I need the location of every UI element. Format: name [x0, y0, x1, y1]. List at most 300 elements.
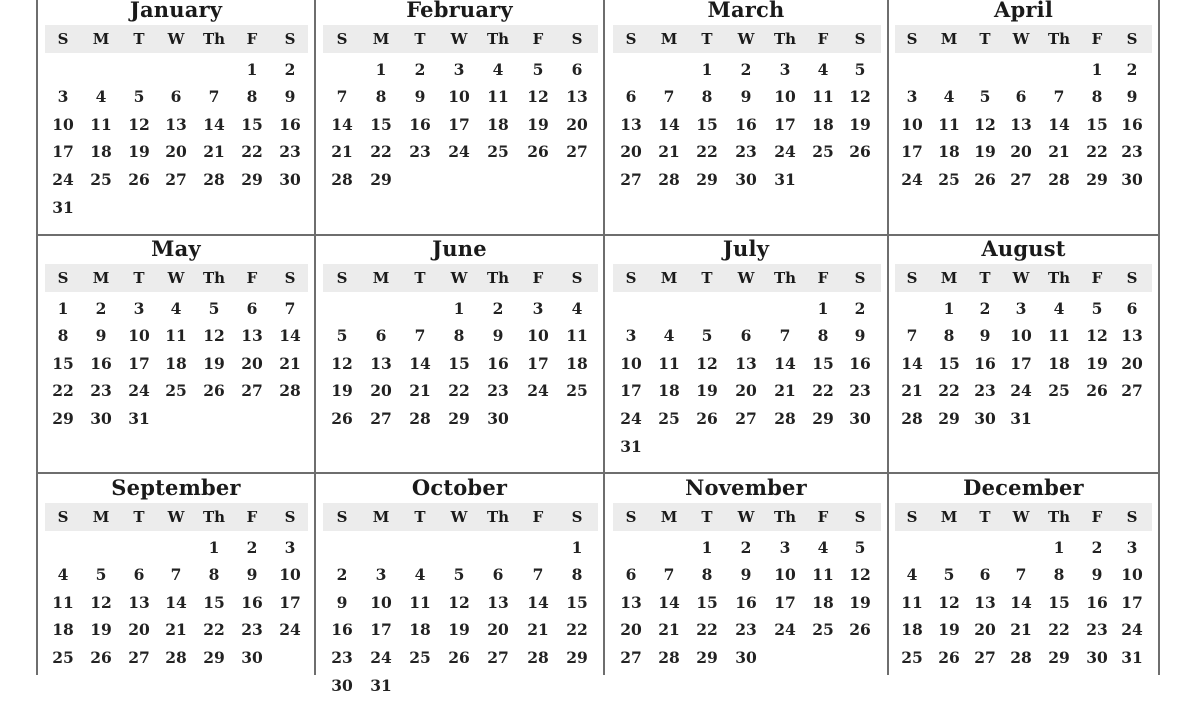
- weekday-label: Th: [202, 269, 226, 287]
- day-cell: 22: [696, 142, 718, 161]
- month-november: [605, 475, 887, 712]
- weekday-label: W: [450, 269, 468, 287]
- day-cell: 23: [241, 620, 263, 639]
- day-cell: 26: [1086, 381, 1108, 400]
- day-cell: 5: [1091, 299, 1103, 318]
- weekday-label: F: [1091, 30, 1103, 48]
- day-cell: 5: [701, 326, 713, 345]
- day-cell: 20: [165, 142, 187, 161]
- weekday-label: F: [532, 508, 544, 526]
- day-cell: 23: [1121, 142, 1143, 161]
- day-cell: 27: [370, 409, 392, 428]
- day-cell: 22: [1048, 620, 1070, 639]
- month-title: September: [111, 475, 241, 500]
- day-cell: 6: [492, 565, 504, 584]
- day-cell: 23: [735, 620, 757, 639]
- day-cell: 20: [370, 381, 392, 400]
- day-cell: 7: [532, 565, 544, 584]
- day-cell: 3: [532, 299, 544, 318]
- weekday-label: M: [372, 508, 390, 526]
- weekday-header: [45, 503, 308, 531]
- day-cell: 29: [938, 409, 960, 428]
- day-cell: 3: [284, 538, 296, 557]
- weekday-label: T: [701, 30, 713, 48]
- day-cell: 4: [663, 326, 675, 345]
- weekday-label: T: [701, 508, 713, 526]
- day-cell: 12: [448, 593, 470, 612]
- weekday-label: M: [660, 30, 678, 48]
- day-cell: 14: [527, 593, 549, 612]
- day-cell: 31: [1121, 648, 1143, 667]
- day-cell: 28: [165, 648, 187, 667]
- day-cell: 21: [279, 354, 301, 373]
- day-cell: 12: [696, 354, 718, 373]
- weekday-label: M: [92, 30, 110, 48]
- day-cell: 11: [812, 565, 834, 584]
- month-december: [889, 475, 1158, 712]
- day-cell: 10: [774, 87, 796, 106]
- day-cell: 14: [658, 593, 680, 612]
- day-cell: 21: [658, 142, 680, 161]
- day-cell: 19: [938, 620, 960, 639]
- day-cell: 25: [52, 648, 74, 667]
- day-cell: 7: [284, 299, 296, 318]
- border-right: [1158, 0, 1160, 675]
- weekday-label: T: [979, 269, 991, 287]
- day-cell: 4: [170, 299, 182, 318]
- weekday-header: [895, 503, 1152, 531]
- day-cell: 1: [208, 538, 220, 557]
- day-cell: 12: [974, 115, 996, 134]
- day-cell: 1: [943, 299, 955, 318]
- day-cell: 16: [735, 115, 757, 134]
- day-cell: 25: [409, 648, 431, 667]
- day-cell: 7: [1053, 87, 1065, 106]
- day-cell: 23: [974, 381, 996, 400]
- month-june: [316, 236, 603, 473]
- day-cell: 17: [279, 593, 301, 612]
- day-cell: 8: [943, 326, 955, 345]
- day-cell: 28: [658, 648, 680, 667]
- day-cell: 18: [409, 620, 431, 639]
- month-may: [38, 236, 314, 473]
- day-cell: 18: [1048, 354, 1070, 373]
- day-cell: 4: [817, 60, 829, 79]
- day-cell: 19: [1086, 354, 1108, 373]
- day-cell: 2: [740, 60, 752, 79]
- day-cell: 9: [284, 87, 296, 106]
- day-cell: 23: [487, 381, 509, 400]
- day-cell: 27: [566, 142, 588, 161]
- day-cell: 3: [779, 538, 791, 557]
- day-cell: 8: [1053, 565, 1065, 584]
- weekday-label: T: [133, 269, 145, 287]
- weekday-label: F: [246, 508, 258, 526]
- day-cell: 10: [370, 593, 392, 612]
- day-cell: 28: [774, 409, 796, 428]
- day-cell: 10: [901, 115, 923, 134]
- day-cell: 23: [331, 648, 353, 667]
- day-cell: 21: [1010, 620, 1032, 639]
- day-cell: 20: [620, 620, 642, 639]
- month-march: [605, 0, 887, 234]
- day-cell: 7: [414, 326, 426, 345]
- weekday-label: W: [737, 30, 755, 48]
- month-title: June: [432, 236, 487, 261]
- day-cell: 11: [90, 115, 112, 134]
- day-cell: 28: [331, 170, 353, 189]
- weekday-header: [613, 503, 881, 531]
- day-cell: 30: [487, 409, 509, 428]
- month-title: April: [994, 0, 1053, 22]
- day-cell: 30: [279, 170, 301, 189]
- day-cell: 18: [812, 115, 834, 134]
- weekday-label: W: [167, 269, 185, 287]
- weekday-label: S: [284, 30, 296, 48]
- day-cell: 25: [487, 142, 509, 161]
- weekday-label: F: [246, 269, 258, 287]
- day-cell: 27: [128, 648, 150, 667]
- day-cell: 30: [331, 676, 353, 695]
- day-cell: 30: [849, 409, 871, 428]
- day-cell: 9: [854, 326, 866, 345]
- day-cell: 21: [331, 142, 353, 161]
- day-cell: 17: [1010, 354, 1032, 373]
- month-july: [605, 236, 887, 473]
- day-cell: 15: [203, 593, 225, 612]
- day-cell: 9: [95, 326, 107, 345]
- day-cell: 1: [817, 299, 829, 318]
- day-cell: 12: [128, 115, 150, 134]
- day-cell: 15: [566, 593, 588, 612]
- day-cell: 22: [370, 142, 392, 161]
- day-cell: 2: [95, 299, 107, 318]
- weekday-label: T: [133, 508, 145, 526]
- weekday-label: Th: [486, 269, 510, 287]
- day-cell: 24: [279, 620, 301, 639]
- day-cell: 17: [448, 115, 470, 134]
- day-cell: 13: [1010, 115, 1032, 134]
- day-cell: 15: [696, 115, 718, 134]
- day-cell: 21: [901, 381, 923, 400]
- weekday-label: T: [979, 30, 991, 48]
- day-cell: 12: [527, 87, 549, 106]
- day-cell: 9: [492, 326, 504, 345]
- weekday-label: W: [1012, 269, 1030, 287]
- day-cell: 20: [1121, 354, 1143, 373]
- weekday-label: S: [1126, 269, 1138, 287]
- day-cell: 20: [241, 354, 263, 373]
- day-cell: 19: [90, 620, 112, 639]
- weekday-label: Th: [1047, 30, 1071, 48]
- day-cell: 1: [453, 299, 465, 318]
- day-cell: 19: [849, 593, 871, 612]
- day-cell: 16: [241, 593, 263, 612]
- day-cell: 12: [938, 593, 960, 612]
- month-april: [889, 0, 1158, 234]
- day-cell: 9: [740, 87, 752, 106]
- weekday-label: M: [92, 269, 110, 287]
- day-cell: 20: [974, 620, 996, 639]
- weekday-label: S: [284, 508, 296, 526]
- day-cell: 5: [854, 538, 866, 557]
- day-cell: 5: [133, 87, 145, 106]
- day-cell: 25: [812, 620, 834, 639]
- day-cell: 22: [52, 381, 74, 400]
- weekday-label: S: [854, 30, 866, 48]
- weekday-header: [895, 25, 1152, 53]
- day-cell: 28: [1010, 648, 1032, 667]
- day-cell: 11: [1048, 326, 1070, 345]
- day-cell: 12: [849, 87, 871, 106]
- day-cell: 11: [658, 354, 680, 373]
- day-cell: 14: [203, 115, 225, 134]
- day-cell: 13: [487, 593, 509, 612]
- day-cell: 19: [331, 381, 353, 400]
- weekday-label: S: [1126, 30, 1138, 48]
- weekday-label: T: [414, 30, 426, 48]
- day-cell: 12: [1086, 326, 1108, 345]
- weekday-label: Th: [486, 508, 510, 526]
- day-cell: 27: [620, 648, 642, 667]
- day-cell: 26: [203, 381, 225, 400]
- day-cell: 14: [901, 354, 923, 373]
- weekday-label: M: [660, 269, 678, 287]
- day-cell: 13: [974, 593, 996, 612]
- day-cell: 24: [448, 142, 470, 161]
- weekday-label: W: [1012, 508, 1030, 526]
- weekday-label: F: [246, 30, 258, 48]
- day-cell: 2: [740, 538, 752, 557]
- day-cell: 27: [1010, 170, 1032, 189]
- day-cell: 8: [375, 87, 387, 106]
- day-cell: 4: [95, 87, 107, 106]
- day-cell: 22: [566, 620, 588, 639]
- day-cell: 4: [906, 565, 918, 584]
- month-title: March: [707, 0, 785, 22]
- day-cell: 12: [203, 326, 225, 345]
- weekday-header: [323, 264, 598, 292]
- day-cell: 6: [740, 326, 752, 345]
- day-cell: 15: [1048, 593, 1070, 612]
- day-cell: 25: [90, 170, 112, 189]
- weekday-label: T: [979, 508, 991, 526]
- day-cell: 17: [774, 115, 796, 134]
- day-cell: 6: [625, 565, 637, 584]
- day-cell: 27: [487, 648, 509, 667]
- day-cell: 28: [409, 409, 431, 428]
- weekday-header: [45, 25, 308, 53]
- day-cell: 3: [375, 565, 387, 584]
- weekday-label: Th: [773, 508, 797, 526]
- day-cell: 9: [979, 326, 991, 345]
- weekday-label: T: [701, 269, 713, 287]
- day-cell: 15: [370, 115, 392, 134]
- day-cell: 1: [1053, 538, 1065, 557]
- day-cell: 27: [165, 170, 187, 189]
- day-cell: 3: [453, 60, 465, 79]
- day-cell: 16: [735, 593, 757, 612]
- day-cell: 31: [774, 170, 796, 189]
- day-cell: 16: [409, 115, 431, 134]
- day-cell: 10: [620, 354, 642, 373]
- day-cell: 23: [849, 381, 871, 400]
- day-cell: 21: [658, 620, 680, 639]
- day-cell: 20: [566, 115, 588, 134]
- day-cell: 10: [448, 87, 470, 106]
- weekday-label: M: [372, 269, 390, 287]
- day-cell: 2: [492, 299, 504, 318]
- day-cell: 30: [1086, 648, 1108, 667]
- day-cell: 5: [95, 565, 107, 584]
- month-title: January: [129, 0, 223, 22]
- month-title: February: [406, 0, 513, 22]
- day-cell: 8: [208, 565, 220, 584]
- day-cell: 10: [1121, 565, 1143, 584]
- day-cell: 19: [696, 381, 718, 400]
- day-cell: 23: [279, 142, 301, 161]
- day-cell: 8: [453, 326, 465, 345]
- day-cell: 26: [974, 170, 996, 189]
- weekday-label: F: [532, 269, 544, 287]
- weekday-label: S: [57, 30, 69, 48]
- day-cell: 29: [812, 409, 834, 428]
- day-cell: 21: [774, 381, 796, 400]
- day-cell: 29: [448, 409, 470, 428]
- day-cell: 31: [370, 676, 392, 695]
- day-cell: 16: [487, 354, 509, 373]
- day-cell: 28: [1048, 170, 1070, 189]
- day-cell: 4: [571, 299, 583, 318]
- day-cell: 28: [527, 648, 549, 667]
- weekday-label: M: [372, 30, 390, 48]
- day-cell: 15: [448, 354, 470, 373]
- day-cell: 17: [370, 620, 392, 639]
- day-cell: 5: [854, 60, 866, 79]
- day-cell: 13: [241, 326, 263, 345]
- weekday-label: F: [817, 30, 829, 48]
- month-title: December: [963, 475, 1084, 500]
- day-cell: 26: [128, 170, 150, 189]
- day-cell: 17: [128, 354, 150, 373]
- weekday-label: Th: [773, 30, 797, 48]
- day-cell: 29: [566, 648, 588, 667]
- weekday-label: S: [625, 508, 637, 526]
- day-cell: 1: [375, 60, 387, 79]
- day-cell: 1: [57, 299, 69, 318]
- day-cell: 10: [774, 565, 796, 584]
- day-cell: 30: [974, 409, 996, 428]
- day-cell: 13: [128, 593, 150, 612]
- day-cell: 13: [620, 593, 642, 612]
- day-cell: 2: [979, 299, 991, 318]
- day-cell: 19: [974, 142, 996, 161]
- weekday-label: W: [450, 508, 468, 526]
- day-cell: 3: [1126, 538, 1138, 557]
- day-cell: 13: [370, 354, 392, 373]
- day-cell: 25: [165, 381, 187, 400]
- weekday-label: W: [167, 30, 185, 48]
- day-cell: 24: [52, 170, 74, 189]
- day-cell: 19: [203, 354, 225, 373]
- day-cell: 26: [331, 409, 353, 428]
- day-cell: 18: [165, 354, 187, 373]
- day-cell: 6: [170, 87, 182, 106]
- day-cell: 18: [901, 620, 923, 639]
- weekday-header: [613, 264, 881, 292]
- weekday-label: M: [940, 269, 958, 287]
- day-cell: 4: [1053, 299, 1065, 318]
- day-cell: 13: [566, 87, 588, 106]
- weekday-label: M: [660, 508, 678, 526]
- day-cell: 19: [527, 115, 549, 134]
- day-cell: 16: [974, 354, 996, 373]
- weekday-header: [895, 264, 1152, 292]
- day-cell: 17: [1121, 593, 1143, 612]
- day-cell: 3: [57, 87, 69, 106]
- day-cell: 24: [1121, 620, 1143, 639]
- day-cell: 12: [90, 593, 112, 612]
- day-cell: 16: [331, 620, 353, 639]
- day-cell: 25: [901, 648, 923, 667]
- day-cell: 28: [658, 170, 680, 189]
- weekday-label: S: [336, 30, 348, 48]
- month-title: May: [151, 236, 201, 261]
- day-cell: 3: [1015, 299, 1027, 318]
- day-cell: 11: [938, 115, 960, 134]
- day-cell: 8: [246, 87, 258, 106]
- day-cell: 22: [1086, 142, 1108, 161]
- day-cell: 25: [1048, 381, 1070, 400]
- day-cell: 25: [938, 170, 960, 189]
- day-cell: 3: [906, 87, 918, 106]
- month-january: [38, 0, 314, 234]
- day-cell: 7: [1015, 565, 1027, 584]
- day-cell: 29: [696, 170, 718, 189]
- day-cell: 17: [901, 142, 923, 161]
- weekday-label: Th: [486, 30, 510, 48]
- day-cell: 8: [817, 326, 829, 345]
- weekday-label: M: [92, 508, 110, 526]
- day-cell: 21: [527, 620, 549, 639]
- day-cell: 15: [1086, 115, 1108, 134]
- day-cell: 11: [409, 593, 431, 612]
- day-cell: 30: [1121, 170, 1143, 189]
- day-cell: 4: [817, 538, 829, 557]
- day-cell: 6: [1015, 87, 1027, 106]
- weekday-label: S: [1126, 508, 1138, 526]
- day-cell: 27: [620, 170, 642, 189]
- day-cell: 22: [241, 142, 263, 161]
- day-cell: 18: [52, 620, 74, 639]
- weekday-label: W: [450, 30, 468, 48]
- day-cell: 24: [901, 170, 923, 189]
- day-cell: 22: [696, 620, 718, 639]
- day-cell: 5: [979, 87, 991, 106]
- day-cell: 10: [128, 326, 150, 345]
- day-cell: 14: [409, 354, 431, 373]
- day-cell: 21: [165, 620, 187, 639]
- weekday-label: S: [336, 508, 348, 526]
- day-cell: 12: [331, 354, 353, 373]
- day-cell: 14: [1010, 593, 1032, 612]
- weekday-label: W: [1012, 30, 1030, 48]
- day-cell: 11: [487, 87, 509, 106]
- day-cell: 9: [1126, 87, 1138, 106]
- weekday-label: S: [571, 30, 583, 48]
- weekday-label: S: [625, 269, 637, 287]
- day-cell: 18: [938, 142, 960, 161]
